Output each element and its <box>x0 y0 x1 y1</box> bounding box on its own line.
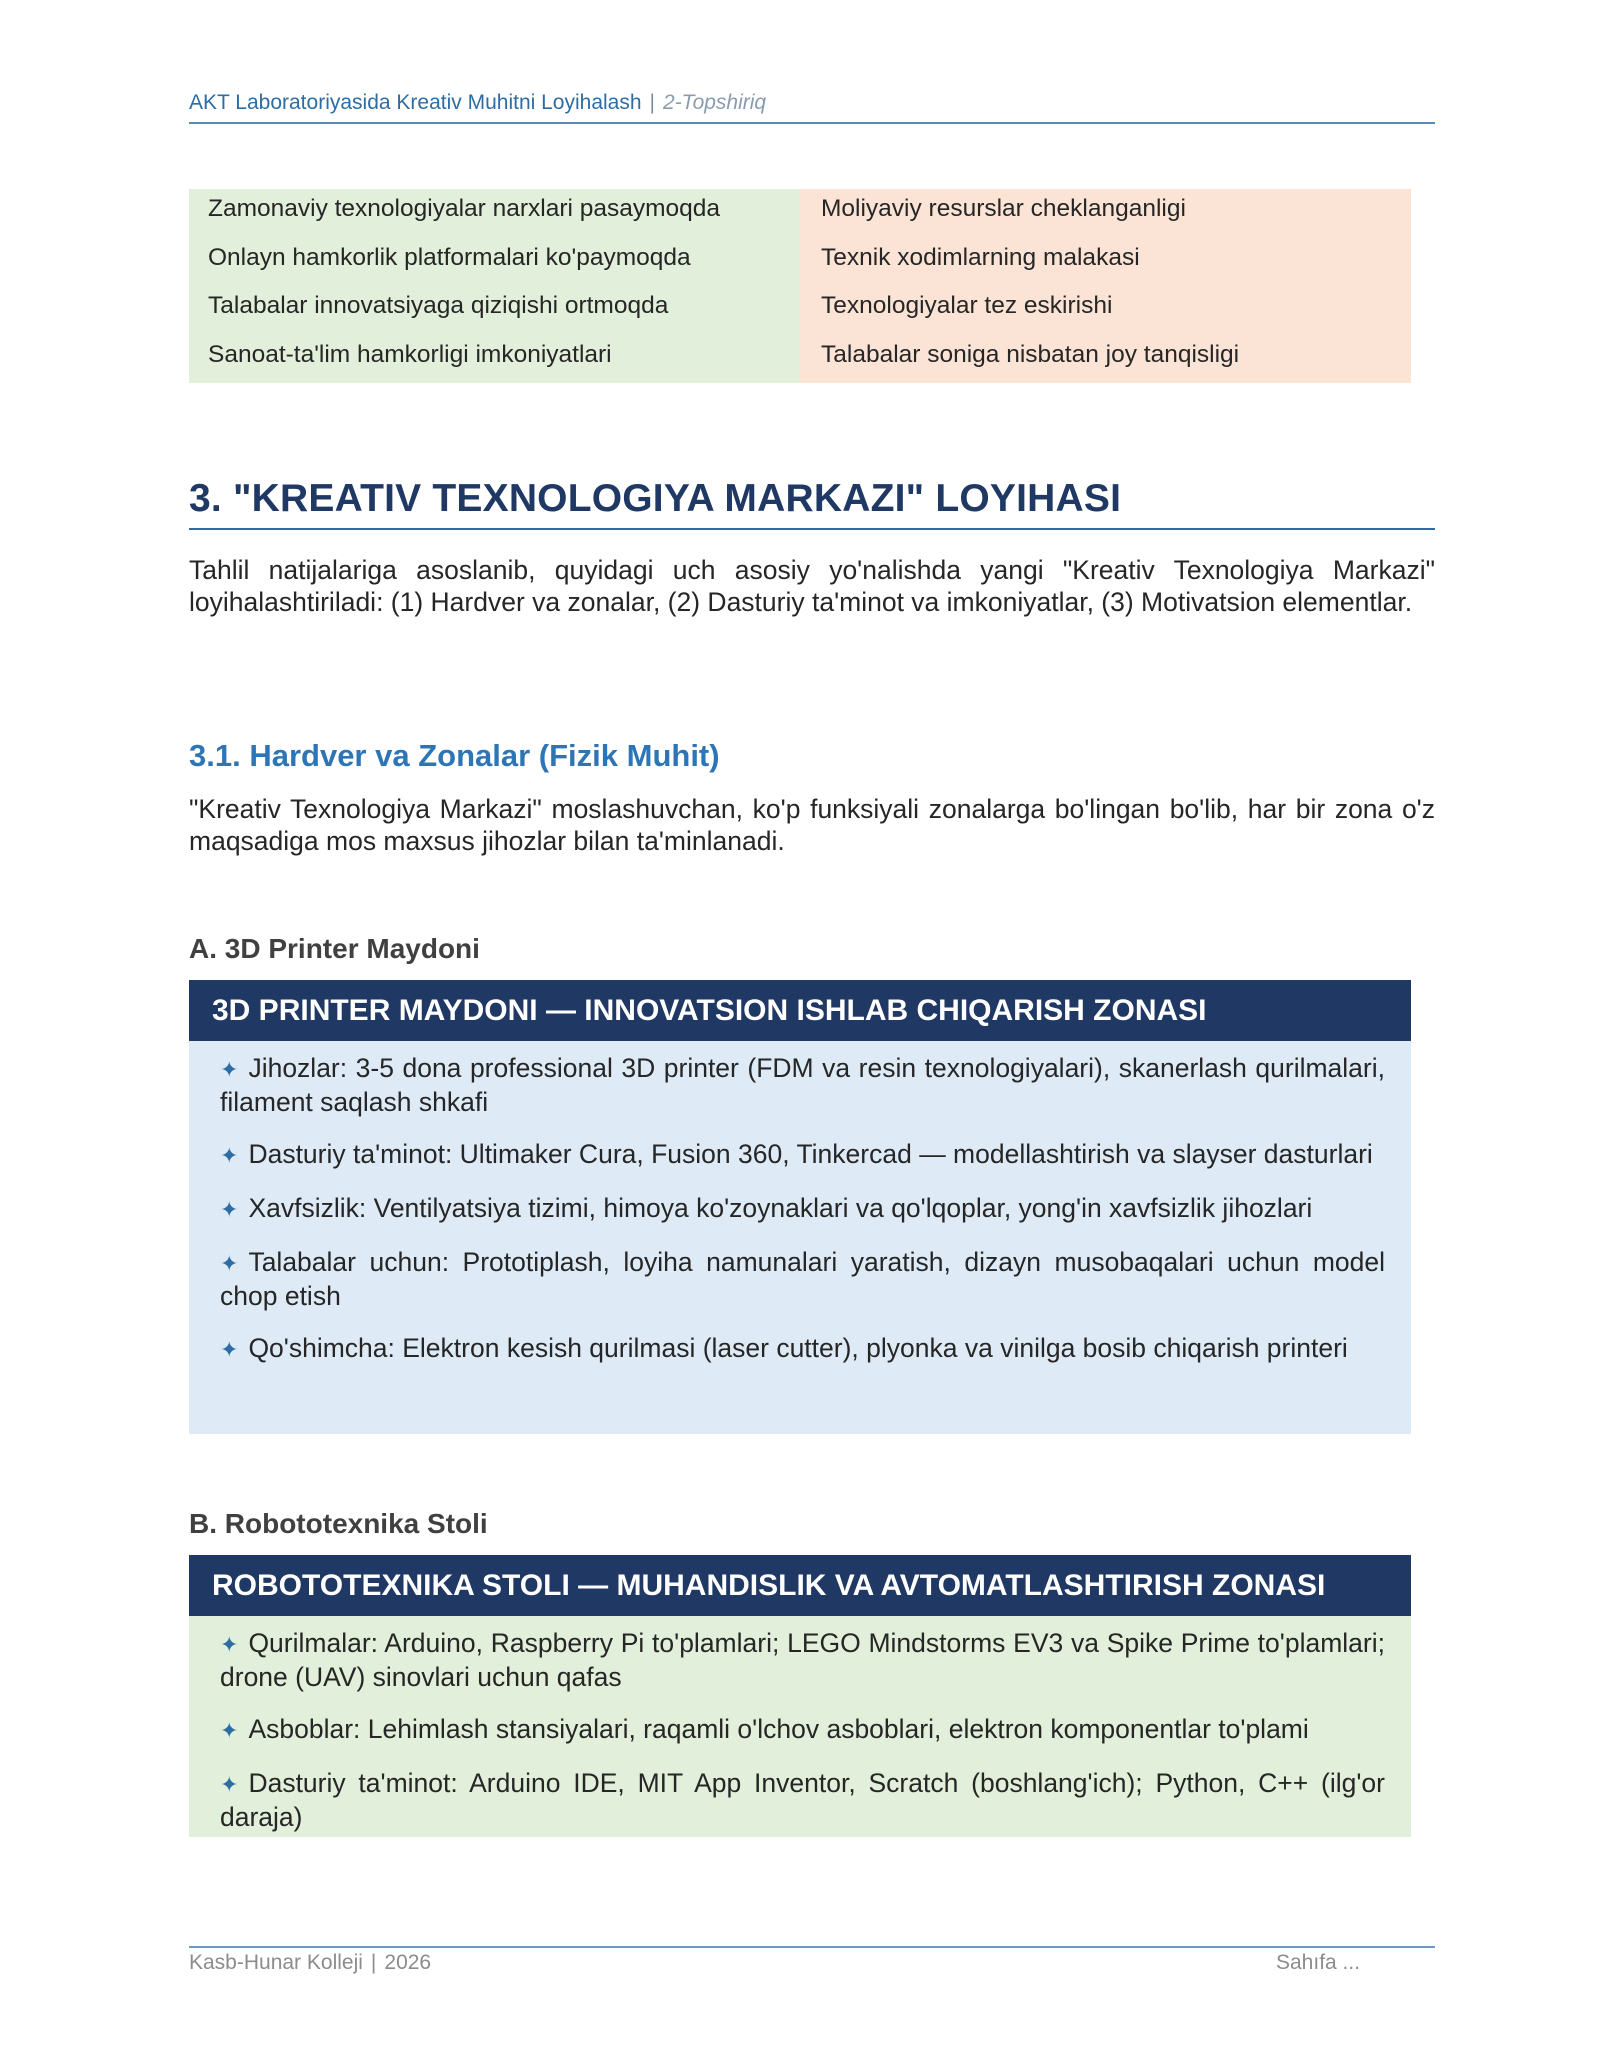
footer-institution: Kasb-Hunar Kolleji <box>189 1951 363 1974</box>
zone-b-box <box>189 1555 1411 1837</box>
zone-a-box-header: 3D PRINTER MAYDONI — INNOVATSION ISHLAB CHIQARISH ZONASI <box>189 980 1411 1041</box>
star-bullet-icon: ✦ <box>220 1197 239 1222</box>
list-item-text: Talabalar uchun: Prototiplash, loyiha namunalari yaratish, dizayn musobaqalari uchun model chop etish <box>220 1247 1385 1311</box>
subsection-intro-paragraph: "Kreativ Texnologiya Markazi" moslashuvchan, ko'p funksiyali zonalarga bo'lingan bo'lib, har bir zona o'z maqsadiga mos maxsus jihozlar bilan ta'minlanadi. <box>189 794 1435 856</box>
analysis-table <box>189 189 1411 383</box>
list-item-text: Qo'shimcha: Elektron kesish qurilmasi (laser cutter), plyonka va vinilga bosib chiqarish printeri <box>248 1333 1348 1363</box>
zone-a-box-body <box>189 1041 1411 1434</box>
list-item-text: Jihozlar: 3-5 dona professional 3D printer (FDM va resin texnologiyalari), skanerlash qurilmalari, filament saqlash shkafi <box>220 1053 1385 1117</box>
footer-rule <box>189 1946 1435 1948</box>
zone-a-title: A. 3D Printer Maydoni <box>189 933 480 964</box>
table-cell: Onlayn hamkorlik platformalari ko'paymoqda <box>208 243 691 271</box>
threats-column <box>800 189 1411 383</box>
star-bullet-icon: ✦ <box>220 1143 239 1168</box>
zone-b-box-body <box>189 1616 1411 1837</box>
header-title: AKT Laboratoriyasida Kreativ Muhitni Loyihalash <box>189 91 642 114</box>
table-cell: Texnologiyalar tez eskirishi <box>821 292 1113 319</box>
header-separator: | <box>649 91 655 114</box>
list-item <box>220 1246 1385 1312</box>
list-item <box>220 1052 1385 1118</box>
opportunities-column <box>189 189 800 383</box>
section-intro-paragraph: Tahlil natijalariga asoslanib, quyidagi uch asosiy yo'nalishda yangi "Kreativ Texnologiya Markazi" loyihalashtiriladi: (1) Hardver va zonalar, (2) Dasturiy ta'minot va imkoniyatlar, (3) Motivatsion elementlar. <box>189 555 1435 617</box>
list-item-text: Dasturiy ta'minot: Ultimaker Cura, Fusion 360, Tinkercad — modellashtirish va slayser dasturlari <box>248 1139 1373 1169</box>
list-item-text: Qurilmalar: Arduino, Raspberry Pi to'plamlari; LEGO Mindstorms EV3 va Spike Prime to'plamlari; drone (UAV) sinovlari uchun qafas <box>220 1628 1385 1692</box>
zone-b-title: B. Robototexnika Stoli <box>189 1508 488 1539</box>
header-subtitle: 2-Topshiriq <box>663 91 767 114</box>
list-item <box>220 1767 1385 1833</box>
footer-separator: | <box>370 1951 377 1974</box>
star-bullet-icon: ✦ <box>220 1718 239 1743</box>
running-header <box>189 91 1435 115</box>
star-bullet-icon: ✦ <box>220 1772 239 1797</box>
table-cell: Talabalar innovatsiyaga qiziqishi ortmoqda <box>208 292 669 319</box>
table-cell: Moliyaviy resurslar cheklanganligi <box>821 195 1186 222</box>
list-item <box>220 1332 1385 1366</box>
star-bullet-icon: ✦ <box>220 1251 239 1276</box>
zone-a-box <box>189 980 1411 1434</box>
zone-b-box-header: ROBOTOTEXNIKA STOLI — MUHANDISLIK VA AVTOMATLASHTIRISH ZONASI <box>189 1555 1411 1616</box>
star-bullet-icon: ✦ <box>220 1337 239 1362</box>
section-heading: 3. "KREATIV TEXNOLOGIYA MARKAZI" LOYIHASI <box>189 477 1122 520</box>
section-heading-rule <box>189 528 1435 530</box>
list-item <box>220 1627 1385 1693</box>
list-item-text: Asboblar: Lehimlash stansiyalari, raqamli o'lchov asboblari, elektron komponentlar to'plami <box>248 1714 1309 1744</box>
list-item <box>220 1192 1385 1226</box>
subsection-heading: 3.1. Hardver va Zonalar (Fizik Muhit) <box>189 738 720 773</box>
table-cell: Sanoat-ta'lim hamkorligi imkoniyatlari <box>208 340 612 368</box>
table-cell: Zamonaviy texnologiyalar narxlari pasaymoqda <box>208 195 721 222</box>
list-item <box>220 1713 1385 1747</box>
table-cell: Talabalar soniga nisbatan joy tanqisligi <box>821 340 1240 368</box>
footer-year: 2026 <box>384 1951 432 1974</box>
footer-page-number: Sahıfa ... <box>1276 1951 1361 1974</box>
star-bullet-icon: ✦ <box>220 1057 239 1082</box>
table-cell: Texnik xodimlarning malakasi <box>821 243 1140 271</box>
header-rule <box>189 122 1435 124</box>
list-item-text: Xavfsizlik: Ventilyatsiya tizimi, himoya ko'zoynaklari va qo'lqoplar, yong'in xavfsizlik jihozlari <box>248 1193 1313 1223</box>
list-item <box>220 1138 1385 1172</box>
footer-left <box>189 1951 431 1975</box>
star-bullet-icon: ✦ <box>220 1632 239 1657</box>
list-item-text: Dasturiy ta'minot: Arduino IDE, MIT App Inventor, Scratch (boshlang'ich); Python, C++ (ilg'or daraja) <box>220 1768 1385 1832</box>
